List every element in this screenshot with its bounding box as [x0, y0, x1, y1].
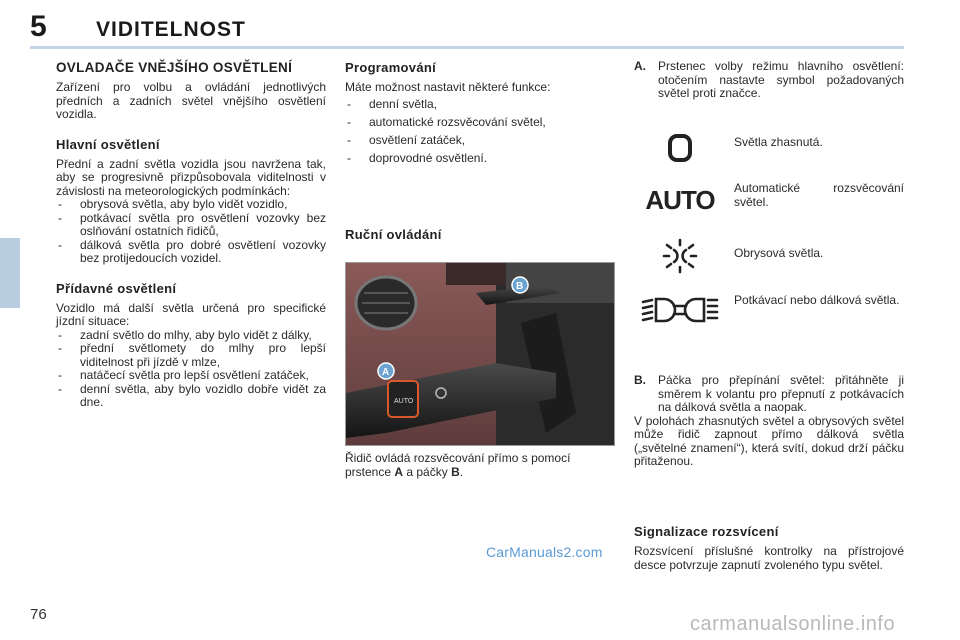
column-left	[56, 60, 326, 410]
list-item: - potkávací světla pro osvětlení vozovky bez oslňování ostatních řidičů,	[56, 212, 326, 239]
column-right	[634, 60, 904, 101]
mode-row-auto	[634, 180, 904, 220]
list-item: - zadní světlo do mlhy, aby bylo vidět z dálky,	[56, 329, 326, 343]
programming-heading: Programování	[345, 60, 437, 75]
mode-label: Potkávací nebo dálková světla.	[734, 293, 900, 307]
mode-label: Obrysová světla.	[734, 246, 824, 260]
item-letter: A.	[634, 59, 646, 73]
item-text: Prstenec volby režimu hlavního osvětlení: otočením nastavte symbol požadovaných světel proti značce.	[658, 59, 904, 100]
lighting-stalk-photo	[345, 262, 615, 446]
list-item: - obrysová světla, aby bylo vidět vozidlo,	[56, 198, 326, 212]
callout-b-label: B	[516, 281, 524, 292]
mode-row-sidelights	[634, 236, 904, 276]
caption-text: Řidič ovládá rozsvěcování přímo s pomocí prstence	[345, 451, 571, 479]
stalk-description	[634, 374, 904, 469]
mode-label: Automatické rozsvěcování světel.	[734, 181, 904, 209]
stalk-illustration	[346, 263, 615, 446]
ring-auto-text: AUTO	[394, 398, 414, 405]
header-rule	[30, 46, 904, 49]
section-title: OVLADAČE VNĚJŠÍHO OSVĚTLENÍ	[56, 60, 293, 75]
item-b	[634, 374, 904, 415]
list-item: - denní světla, aby bylo vozidlo dobře vidět za dne.	[56, 383, 326, 410]
mode-label: Světla zhasnutá.	[734, 135, 823, 149]
dipped-main-beam-icon	[634, 290, 726, 330]
list-item: - natáčecí světla pro lepší osvětlení zatáček,	[56, 369, 326, 383]
additional-lighting-heading: Přídavné osvětlení	[56, 280, 177, 296]
callout-a-label: A	[382, 367, 390, 378]
column-middle	[345, 60, 617, 242]
main-lighting-list	[56, 198, 326, 266]
item-letter: B.	[634, 373, 646, 387]
photo-caption	[345, 452, 617, 479]
main-lighting-text: Přední a zadní světla vozidla jsou navržena tak, aby se progresivně přizpůsobovala viditelnosti v závislosti na meteorologických podmínkách:	[56, 156, 326, 198]
manual-control-heading: Ruční ovládání	[345, 226, 442, 242]
chapter-title: VIDITELNOST	[96, 18, 246, 41]
programming-list	[345, 95, 617, 167]
list-item: - osvětlení zatáček,	[345, 131, 617, 149]
programming-text: Máte možnost nastavit některé funkce:	[345, 80, 551, 94]
list-item: - automatické rozsvěcování světel,	[345, 113, 617, 131]
list-item: - přední světlomety do mlhy pro lepší viditelnost při jízdě v mlze,	[56, 342, 326, 369]
list-item: - doprovodné osvětlení.	[345, 149, 617, 167]
list-item: - denní světla,	[345, 95, 617, 113]
item-text: Páčka pro přepínání světel: přitáhněte ji směrem k volantu pro přepnutí z potkávacích na dálková světla a naopak.	[658, 373, 904, 414]
brand-watermark: CarManuals2.com	[486, 544, 603, 560]
signal-section	[634, 524, 904, 572]
auto-icon-text: AUTO	[645, 184, 715, 215]
list-item: - dálková světla pro dobré osvětlení vozovky bez protijedoucích vozidel.	[56, 239, 326, 266]
additional-lighting-text: Vozidlo má další světla určená pro specifické jízdní situace:	[56, 300, 326, 328]
chapter-side-tab	[0, 238, 20, 308]
mode-row-beam	[634, 290, 904, 330]
intro-paragraph: Zařízení pro volbu a ovládání jednotlivých předních a zadních světel vnějšího osvětlení vozidla.	[56, 80, 326, 121]
lights-off-icon	[634, 128, 726, 168]
site-watermark: carmanualsonline.info	[690, 613, 896, 635]
headlamp-flash-text: V polohách zhasnutých světel a obrysových světel může řidič zapnout přímo dálková světla („světelné znamení“), která svítí, dokud drží páčku přitaženou.	[634, 413, 904, 468]
mode-row-off	[634, 128, 904, 168]
caption-text: a páčky	[403, 464, 452, 479]
auto-text-icon	[634, 180, 726, 220]
caption-ref-a: A	[394, 464, 404, 479]
item-a	[634, 60, 904, 101]
caption-ref-b: B	[451, 464, 460, 479]
additional-lighting-list	[56, 329, 326, 410]
main-lighting-heading: Hlavní osvětlení	[56, 136, 160, 152]
signal-text: Rozsvícení příslušné kontrolky na přístrojové desce potvrzuje zapnutí zvoleného typu světel.	[634, 544, 904, 572]
caption-text: .	[459, 464, 464, 479]
sidelights-icon	[634, 236, 726, 276]
chapter-number: 5	[30, 10, 47, 43]
signal-heading: Signalizace rozsvícení	[634, 524, 779, 539]
page-number: 76	[30, 606, 47, 623]
